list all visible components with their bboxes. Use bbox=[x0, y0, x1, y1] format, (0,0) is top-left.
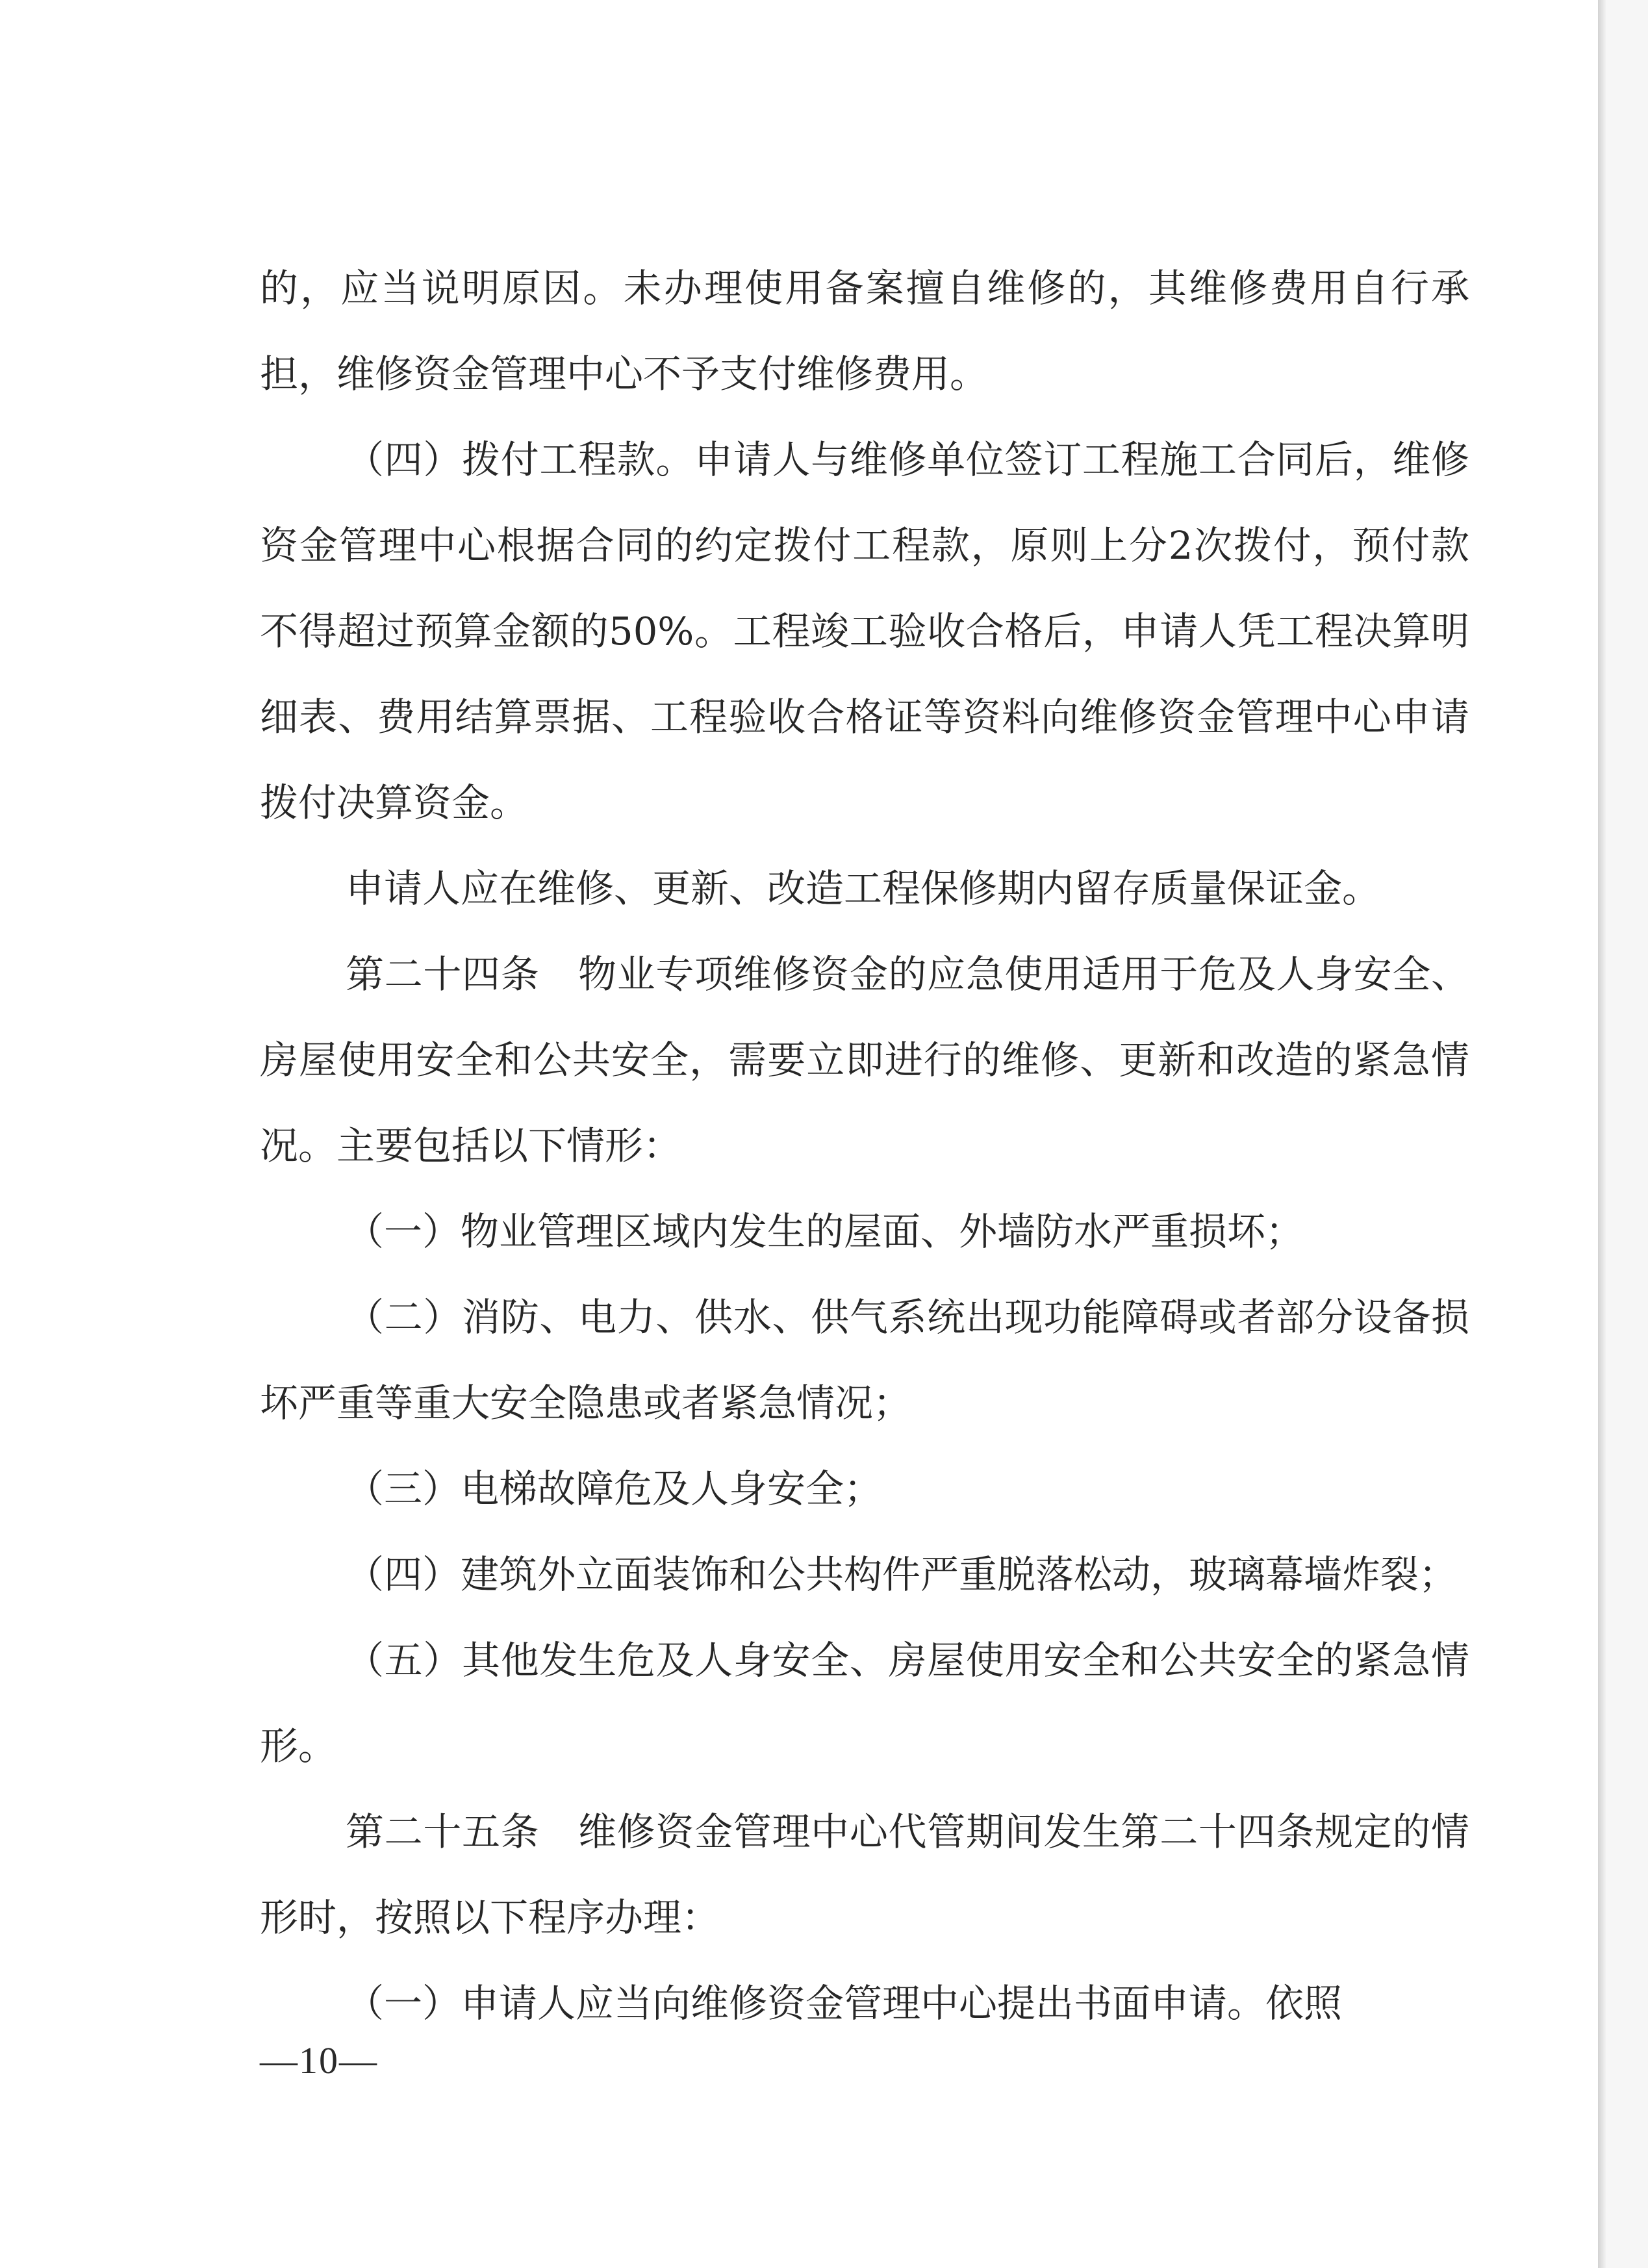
list-item: （四）建筑外立面装饰和公共构件严重脱落松动，玻璃幕墙炸裂； bbox=[346, 1552, 1458, 1597]
document-body bbox=[260, 246, 1469, 2046]
list-item: （一）物业管理区域内发生的屋面、外墙防水严重损坏； bbox=[346, 1209, 1304, 1254]
list-item: （一）申请人应当向维修资金管理中心提出书面申请。依照 bbox=[346, 1981, 1343, 2026]
paper-edge-shadow bbox=[1598, 0, 1606, 2268]
paragraph: 申请人应在维修、更新、改造工程保修期内留存质量保证金。 bbox=[346, 866, 1381, 911]
page-number: —10— bbox=[260, 2039, 378, 2082]
paragraph: （四）拨付工程款。申请人与维修单位签订工程施工合同后，维修资金管理中心根据合同的约定拨付工程款，原则上分2次拨付，预付款不得超过预算金额的50%。工程竣工验收合格后，申请人凭工程决算明细表、费用结算票据、工程验收合格证等资料向维修资金管理中心申请拨付决算资金。 bbox=[260, 437, 1469, 825]
paragraph: 的，应当说明原因。未办理使用备案擅自维修的，其维修费用自行承担，维修资金管理中心不予支付维修费用。 bbox=[260, 266, 1469, 396]
list-item: （五）其他发生危及人身安全、房屋使用安全和公共安全的紧急情形。 bbox=[260, 1638, 1469, 1768]
list-item: （二）消防、电力、供水、供气系统出现功能障碍或者部分设备损坏严重等重大安全隐患或者紧急情况； bbox=[260, 1295, 1469, 1425]
article-24-heading-paragraph: 第二十四条 物业专项维修资金的应急使用适用于危及人身安全、房屋使用安全和公共安全，需要立即进行的维修、更新和改造的紧急情况。主要包括以下情形： bbox=[260, 952, 1469, 1168]
article-25-heading-paragraph: 第二十五条 维修资金管理中心代管期间发生第二十四条规定的情形时，按照以下程序办理： bbox=[260, 1809, 1469, 1940]
scanner-margin bbox=[1606, 0, 1648, 2268]
list-item: （三）电梯故障危及人身安全； bbox=[346, 1466, 883, 1511]
